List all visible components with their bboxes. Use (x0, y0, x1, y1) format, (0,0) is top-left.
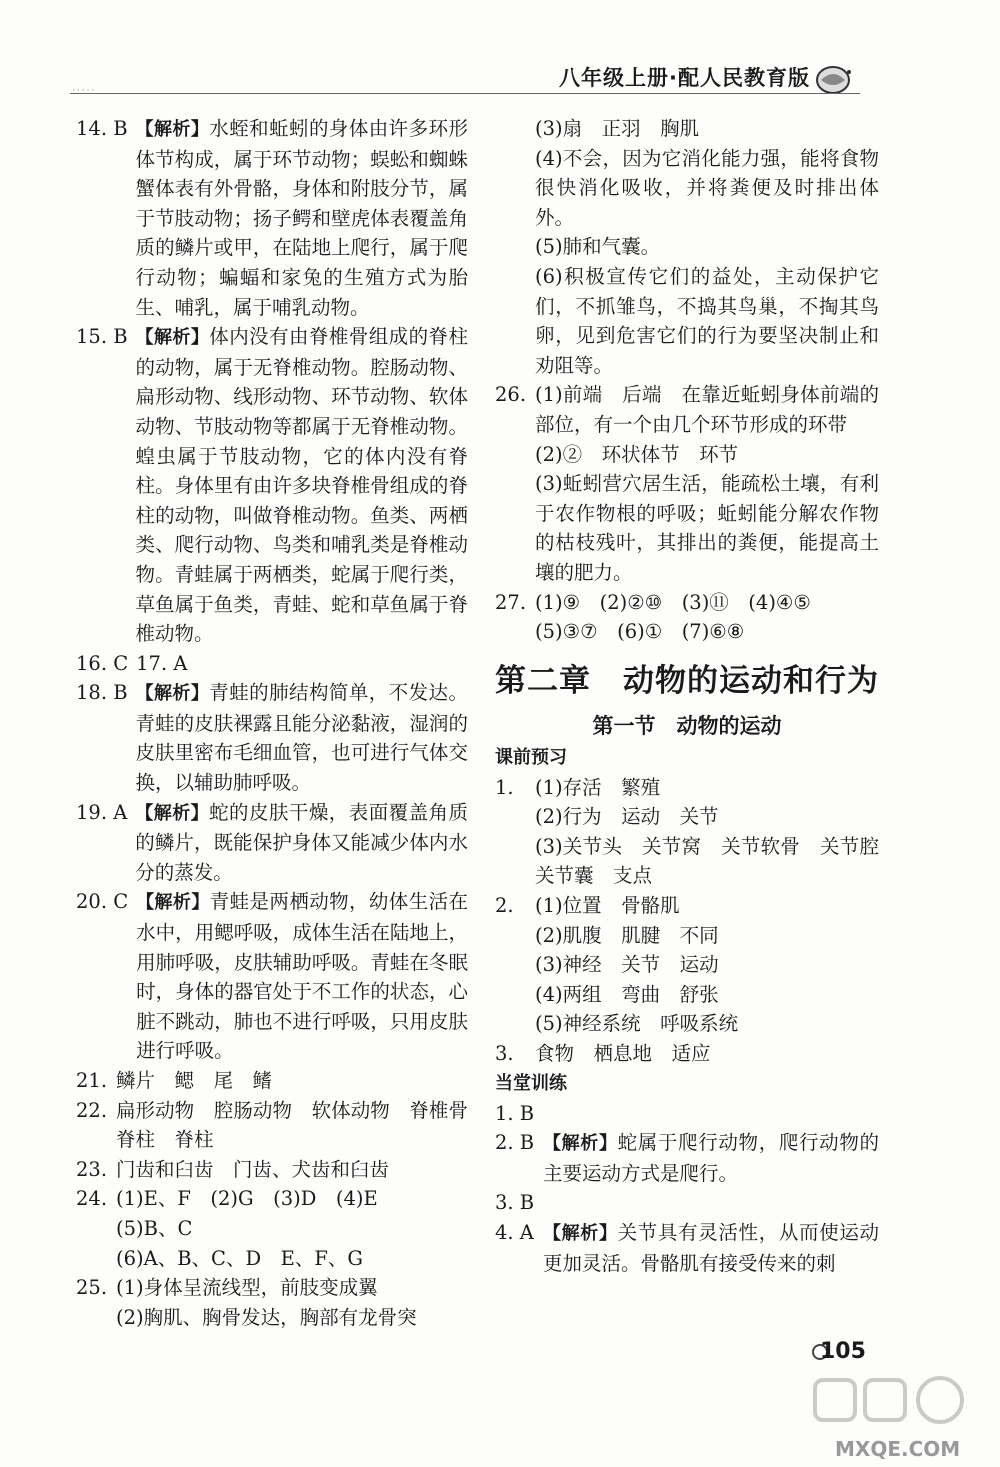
answer-text: 扁形动物 腔肠动物 软体动物 脊椎骨 脊柱 脊柱 (116, 1098, 488, 1152)
answer-item (495, 1128, 879, 1188)
answer-number: 16. C (76, 651, 129, 675)
answer-item (76, 798, 468, 888)
answer-body (535, 832, 899, 891)
analysis-tag: 【解析】 (543, 1223, 618, 1244)
answer-text: (1)身体呈流线型，前肢变成翼 (116, 1276, 378, 1300)
answer-number (495, 144, 535, 233)
answer-body (535, 1128, 879, 1188)
answer-number: 14. B (76, 117, 128, 140)
answer-number: 3. B (495, 1191, 535, 1215)
answer-body (116, 1066, 468, 1096)
answer-text: (3)扇 正羽 胸肌 (535, 117, 700, 140)
answer-body (535, 1009, 879, 1039)
answer-body (535, 891, 879, 921)
header-rule (70, 93, 860, 94)
answer-item (495, 1039, 879, 1069)
answer-body (535, 921, 879, 951)
answer-text: (1)前端 后端 在靠近蚯蚓身体前端的部位，有一个由几个环节形成的环带 (535, 383, 879, 436)
answer-number (495, 832, 535, 891)
answer-item (495, 802, 879, 832)
header-decoration: ····· (72, 86, 97, 96)
answer-text: (3)蚯蚓营穴居生活，能疏松土壤，有利于农作物根的呼吸；蚯蚓能分解农作物的枯枝残叶，其排出的粪便，能提高土壤的肥力。 (535, 472, 879, 584)
answer-body (535, 1188, 879, 1218)
answer-item (495, 1218, 879, 1278)
page-header-title: 八年级上册·配人民教育版 (559, 66, 810, 90)
analysis-tag: 【解析】 (135, 327, 210, 349)
page-number: 105 (820, 1339, 866, 1364)
answer-number (495, 469, 535, 587)
answer-item (495, 262, 879, 380)
answer-body (535, 1218, 879, 1278)
answer-number (76, 1214, 116, 1244)
answer-body (128, 678, 468, 797)
answer-text: (3)关节头 关节窝 关节软骨 关节腔 关节囊 支点 (535, 834, 899, 888)
answer-item (495, 1099, 879, 1129)
answer-body (535, 1039, 879, 1069)
answer-item (495, 380, 879, 439)
answer-number (76, 1303, 116, 1333)
answer-item (76, 1096, 488, 1155)
answer-number: 22. (76, 1098, 108, 1122)
answer-number (495, 617, 535, 647)
answer-number: 19. A (76, 800, 128, 824)
answer-item (495, 980, 879, 1010)
answer-text: (2)肌腹 肌腱 不同 (535, 923, 719, 947)
practice-list (495, 1099, 879, 1279)
answer-number (495, 262, 535, 380)
answer-body (116, 1155, 468, 1185)
answer-item (495, 617, 879, 647)
answer-body (535, 262, 879, 380)
answer-item (495, 232, 879, 262)
answer-body (128, 887, 468, 1066)
answer-number: 20. C (76, 890, 129, 914)
answer-body (116, 1303, 468, 1333)
answer-number: 4. A (495, 1221, 534, 1244)
answer-text: (2)行为 运动 关节 (535, 805, 719, 829)
answer-body (535, 773, 879, 803)
left-column (76, 114, 488, 1332)
answer-number: 2. (495, 894, 514, 918)
answer-number: 23. (76, 1157, 108, 1181)
answer-body (535, 802, 879, 832)
answer-number (495, 802, 535, 832)
answer-text: (4)两组 弯曲 舒张 (535, 982, 719, 1006)
answer-number: 15. B (76, 325, 128, 349)
answer-item (76, 1066, 468, 1096)
answer-item (495, 440, 879, 470)
right-column (495, 114, 899, 1278)
answer-body (535, 588, 879, 618)
answer-text: 17. A (136, 651, 188, 675)
answer-text: (1)存活 繁殖 (535, 775, 661, 799)
answer-text: 水蛭和蚯蚓的身体由许多环形体节构成，属于环节动物；蜈蚣和蜘蛛蟹体表有外骨骼，身体和附肢分节，属于节肢动物；扬子鳄和壁虎体表覆盖角质的鳞片或甲，在陆地上爬行，属于爬行动物；蝙蝠和家兔的生殖方式为胎生、哺乳，属于哺乳动物。 (135, 117, 468, 319)
answer-number (495, 1009, 535, 1039)
answer-item (495, 832, 899, 891)
answer-text: (1)E、F (2)G (3)D (4)E (116, 1187, 378, 1211)
answer-number (495, 921, 535, 951)
answer-item (76, 1244, 468, 1274)
header-badge-icon (815, 60, 855, 96)
answer-text: (3)神经 关节 运动 (535, 953, 719, 977)
answer-text: (4)不会，因为它消化能力强，能将食物很快消化吸收，并将粪便及时排出体外。 (535, 146, 879, 229)
chapter-title: 第二章 动物的运动和行为 (495, 662, 879, 699)
answer-item (495, 891, 879, 921)
answer-item (495, 921, 879, 951)
answer-item (76, 1184, 468, 1214)
answer-body (116, 1096, 488, 1155)
answer-text: (1)⑨ (2)②⑩ (3)⑪ (4)④⑤ (535, 590, 811, 614)
answer-text: (5)神经系统 呼吸系统 (535, 1012, 739, 1036)
answer-body (535, 1099, 879, 1129)
answer-item (76, 1303, 468, 1333)
answer-text: (1)位置 骨骼肌 (535, 894, 680, 918)
answer-body (535, 232, 879, 262)
preview-label: 课前预习 (495, 746, 567, 768)
answers-continued (495, 114, 879, 647)
answer-number (495, 980, 535, 1010)
analysis-tag: 【解析】 (135, 683, 210, 705)
answer-number (76, 1244, 116, 1274)
answer-item (495, 588, 879, 618)
answer-text: (6)A、B、C、D E、F、G (116, 1246, 363, 1270)
answer-text: 关节具有灵活性，从而使运动更加灵活。骨骼肌有接受传来的刺 (543, 1221, 879, 1275)
answer-item (76, 678, 468, 797)
answer-number: 18. B (76, 681, 128, 705)
analysis-tag: 【解析】 (543, 1133, 618, 1155)
answer-body (535, 114, 879, 144)
answer-item (495, 950, 879, 980)
answer-body (535, 144, 879, 233)
answer-item (76, 887, 468, 1066)
answer-body (116, 1244, 468, 1274)
answer-item (76, 649, 468, 679)
answer-body (128, 649, 468, 679)
answer-item (495, 1188, 879, 1218)
section-title: 第一节 动物的运动 (592, 713, 782, 738)
answer-item (495, 144, 879, 233)
answer-number: 25. (76, 1276, 108, 1300)
analysis-tag: 【解析】 (135, 802, 210, 824)
answer-text: 青蛙的肺结构简单，不发达。青蛙的皮肤裸露且能分泌黏液，湿润的皮肤里密布毛细血管，也可进行气体交换，以辅助肺呼吸。 (135, 681, 468, 795)
practice-label: 当堂训练 (495, 1072, 567, 1094)
answer-text: 蛇的皮肤干燥，表面覆盖角质的鳞片，既能保护身体又能减少体内水分的蒸发。 (135, 800, 468, 884)
answer-number (495, 114, 535, 144)
analysis-tag: 【解析】 (136, 892, 210, 914)
answer-item (76, 114, 468, 322)
answer-number: 3. (495, 1042, 514, 1066)
answer-number: 1. (495, 775, 514, 799)
answer-item (76, 322, 468, 649)
answer-number: 24. (76, 1187, 108, 1211)
answer-item (76, 1155, 468, 1185)
answer-item (495, 469, 879, 587)
answer-text: 蛇属于爬行动物，爬行动物的主要运动方式是爬行。 (543, 1131, 879, 1185)
answer-body (535, 950, 879, 980)
answer-number: 26. (495, 383, 527, 407)
answer-body (128, 322, 468, 649)
answer-number: 27. (495, 590, 527, 614)
answer-body (535, 469, 879, 587)
answer-item (495, 773, 879, 803)
answer-body (116, 1184, 468, 1214)
answer-text: 青蛙是两栖动物，幼体生活在水中，用鳃呼吸，成体生活在陆地上，用肺呼吸，皮肤辅助呼吸。青蛙在冬眠时，身体的器官处于不工作的状态，心脏不跳动，肺也不进行呼吸，只用皮肤进行呼吸。 (136, 890, 468, 1063)
answer-item (76, 1214, 468, 1244)
answer-text: 门齿和臼齿 门齿、犬齿和臼齿 (116, 1157, 390, 1181)
answer-body (535, 980, 879, 1010)
answer-number (495, 232, 535, 262)
answer-number: 1. B (495, 1101, 535, 1125)
answer-body (128, 114, 468, 322)
answer-number: 2. B (495, 1131, 535, 1155)
answer-body (116, 1214, 468, 1244)
answer-body (127, 798, 468, 888)
answer-text: (5)肺和气囊。 (535, 235, 661, 259)
answer-text: 食物 栖息地 适应 (535, 1042, 711, 1066)
answer-text: (6)积极宣传它们的益处，主动保护它们，不抓雏鸟，不捣其鸟巢，不掏其鸟卵，见到危害它们的行为要坚决制止和劝阻等。 (535, 264, 879, 377)
answer-number (495, 440, 535, 470)
answer-body (535, 440, 879, 470)
answer-text: (2)② 环状体节 环节 (535, 442, 739, 466)
answer-item (495, 1009, 879, 1039)
answer-item (76, 1273, 468, 1303)
answer-text: (5)③⑦ (6)① (7)⑥⑧ (535, 620, 745, 644)
answer-text: 鳞片 鳃 尾 鳍 (116, 1069, 273, 1092)
answer-number (495, 950, 535, 980)
answer-body (116, 1273, 468, 1303)
answer-body (535, 380, 879, 439)
answer-text: (5)B、C (116, 1216, 193, 1240)
preview-list (495, 773, 899, 1069)
analysis-tag: 【解析】 (135, 119, 210, 140)
answer-text: (2)胸肌、胸骨发达，胸部有龙骨突 (116, 1305, 417, 1329)
answer-text: 体内没有由脊椎骨组成的脊柱的动物，属于无脊椎动物。腔肠动物、扁形动物、线形动物、环节动物、软体动物、节肢动物等都属于无脊椎动物。蝗虫属于节肢动物，它的体内没有脊柱。身体里有由许多块脊椎骨组成的脊柱的动物，叫做脊椎动物。鱼类、两栖类、爬行动物、鸟类和哺乳类是脊椎动物。青蛙属于两栖类，蛇属于爬行类，草鱼属于鱼类，青蛙、蛇和草鱼属于脊椎动物。 (135, 325, 468, 646)
answer-body (535, 617, 879, 647)
answer-number: 21. (76, 1069, 108, 1092)
watermark-text: MXQE.COM (835, 1437, 961, 1461)
answer-item (495, 114, 879, 144)
